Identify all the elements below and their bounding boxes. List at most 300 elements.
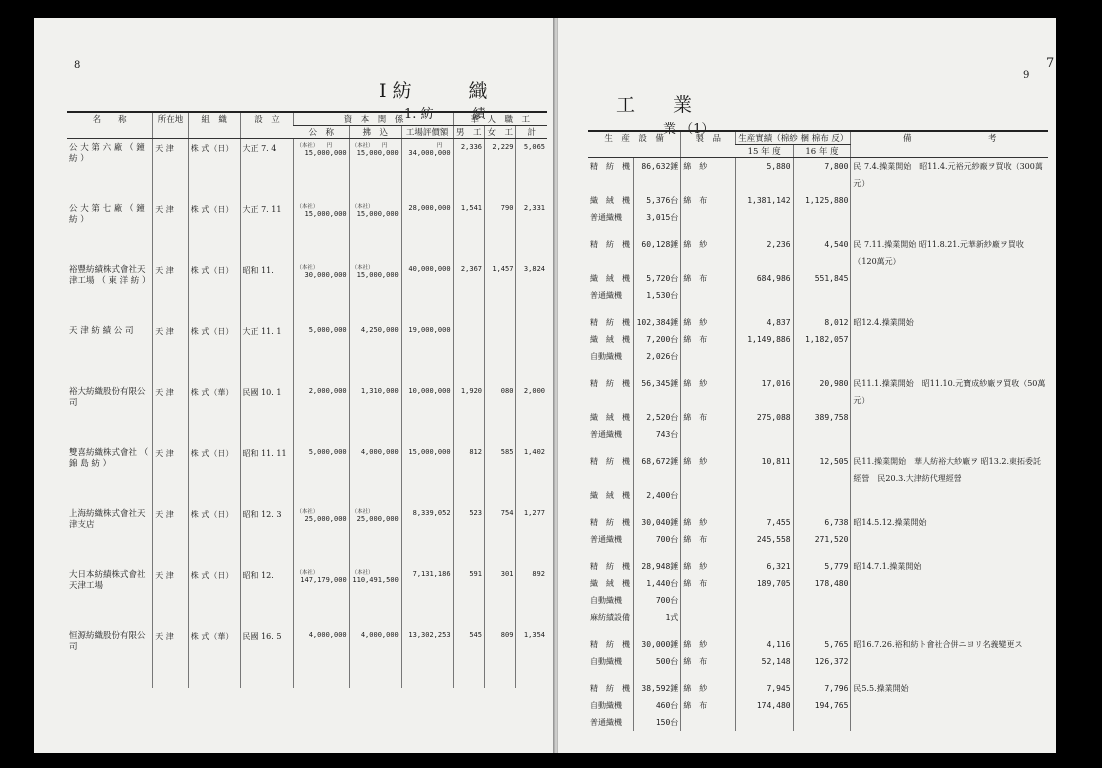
female-workers-value: 080 [500, 386, 514, 395]
group-spacer [588, 504, 1048, 514]
total-workers [516, 383, 547, 444]
spacer-cell [681, 626, 736, 636]
equipment-name: 織 絨 機 [590, 274, 630, 283]
established-value: 大正 7. 4 [242, 144, 277, 153]
table-row [588, 636, 1048, 653]
output-year15 [736, 209, 793, 226]
male-workers [453, 627, 484, 688]
section-title-left: I 紡 織 [379, 80, 488, 102]
location [153, 505, 189, 566]
capital-paid-value: 110,491,500 [352, 575, 399, 584]
output-year15: 5,880 [736, 158, 793, 193]
remark: 昭12.4.操業開始 [851, 314, 1048, 331]
note-label: （本社） 円 [351, 143, 388, 149]
factory-value [401, 627, 453, 688]
female-workers [485, 261, 516, 322]
note-label: （本社） [296, 264, 319, 271]
established-value: 民國 10. 1 [242, 387, 282, 397]
remark [851, 331, 1048, 348]
factory-value [401, 444, 453, 505]
male-workers [453, 566, 484, 627]
remark: 昭14.7.1.操業開始 [851, 558, 1048, 575]
equipment-name: 麻紡績設備 [590, 613, 630, 622]
established [240, 627, 294, 688]
remark [851, 609, 1048, 626]
table-row [67, 322, 547, 383]
table-row [67, 383, 547, 444]
female-workers-value: 809 [500, 630, 514, 639]
spacer-cell [793, 304, 851, 314]
equipment-name: 普通織機 [590, 213, 622, 222]
established-value: 大正 11. 1 [242, 326, 282, 336]
capital-paid [349, 322, 401, 383]
group-spacer [588, 548, 1048, 558]
female-workers [485, 505, 516, 566]
organization [188, 505, 240, 566]
production-table [588, 130, 1048, 731]
group-spacer [588, 670, 1048, 680]
page-number-right: 9 [1023, 70, 1030, 81]
location [153, 322, 189, 383]
table-row [67, 566, 547, 627]
male-workers [453, 444, 484, 505]
equipment-name: 織 絨 機 [590, 335, 630, 344]
established-value: 昭和 11. [242, 265, 274, 275]
equipment-quantity: 460台 [633, 697, 681, 714]
col-remarks: 備 考 [851, 131, 1048, 158]
spacer-cell [681, 304, 736, 314]
product [681, 609, 736, 626]
output-year16: 8,012 [793, 314, 851, 331]
output-year15: 17,016 [736, 375, 793, 409]
organization [188, 383, 240, 444]
section-title-right: 工 業 [616, 94, 693, 116]
output-year15: 4,837 [736, 314, 793, 331]
spacer-cell [736, 504, 793, 514]
col-factory-value: 工場評價額 [401, 126, 453, 139]
spacer-cell [681, 443, 736, 453]
output-year16: 4,540 [793, 236, 851, 270]
output-year15 [736, 348, 793, 365]
group-spacer [588, 304, 1048, 314]
total-workers-value: 5,065 [523, 143, 545, 151]
table-row [588, 714, 1048, 731]
spacer-cell [851, 626, 1048, 636]
table-row [67, 200, 547, 261]
capital-authorized-value: 5,000,000 [308, 325, 347, 334]
organization [188, 139, 240, 200]
capital-paid-value: 4,000,000 [360, 447, 399, 456]
equipment-name: 普通織機 [590, 535, 622, 544]
female-workers [485, 444, 516, 505]
female-workers [485, 566, 516, 627]
col-male: 男 工 [453, 126, 484, 139]
male-workers-value: 1,541 [460, 203, 482, 212]
total-workers-value: 1,277 [523, 508, 545, 517]
established [240, 322, 294, 383]
capital-authorized [294, 383, 349, 444]
equipment-quantity: 5,376台 [633, 192, 681, 209]
factory-value [401, 139, 453, 200]
equipment-quantity: 1式 [633, 609, 681, 626]
factory-value [401, 322, 453, 383]
spacer-cell [588, 365, 633, 375]
spacer-cell [793, 226, 851, 236]
product: 綿 紗 [681, 680, 736, 697]
spacer-cell [736, 304, 793, 314]
established [240, 566, 294, 627]
organization-value: 株 式（日） [190, 509, 234, 519]
spacer-cell [633, 304, 681, 314]
total-workers [516, 444, 547, 505]
equipment-name: 自動織機 [590, 352, 622, 361]
male-workers-value: 591 [469, 569, 482, 578]
note-label: （本社） [351, 569, 374, 576]
organization [188, 261, 240, 322]
factory-value [401, 383, 453, 444]
output-year15 [736, 487, 793, 504]
capital-paid-value: 4,000,000 [360, 630, 399, 639]
output-year16: 126,372 [793, 653, 851, 670]
factory-value [401, 566, 453, 627]
table-row [588, 609, 1048, 626]
table-row [588, 287, 1048, 304]
spacer-cell [681, 226, 736, 236]
male-workers-value: 1,920 [460, 386, 482, 395]
output-year16: 551,845 [793, 270, 851, 287]
col-workers-group: 華 人 職 工 [453, 112, 547, 126]
right-page [558, 18, 1056, 753]
table-row [588, 558, 1048, 575]
organization-value: 株 式（華） [190, 631, 234, 641]
equipment-quantity: 38,592錘 [633, 680, 681, 697]
spacer-cell [588, 548, 633, 558]
col-female: 女 工 [485, 126, 516, 139]
capital-authorized-value: 147,179,000 [300, 575, 347, 584]
capital-paid [349, 200, 401, 261]
output-year15: 10,811 [736, 453, 793, 487]
note-label: （本社） 円 [296, 143, 333, 149]
equipment-name: 普通織機 [590, 718, 622, 727]
company-name-value: 公 大 第 六 廠 （ 鐘 紡 ） [69, 143, 145, 164]
equipment-quantity: 60,128錘 [633, 236, 681, 270]
organization-value: 株 式（日） [190, 326, 234, 336]
remark [851, 287, 1048, 304]
table-row [588, 375, 1048, 409]
product: 綿 布 [681, 331, 736, 348]
spacer-cell [681, 504, 736, 514]
equipment-quantity: 56,345錘 [633, 375, 681, 409]
capital-paid [349, 383, 401, 444]
table-row [588, 192, 1048, 209]
total-workers [516, 139, 547, 200]
male-workers [453, 383, 484, 444]
organization-value: 株 式（日） [190, 570, 234, 580]
factory-value-value: 13,302,253 [408, 630, 451, 639]
product: 綿 紗 [681, 375, 736, 409]
location-value: 天 津 [155, 144, 174, 153]
spacer-cell [681, 670, 736, 680]
location [153, 261, 189, 322]
location [153, 444, 189, 505]
total-workers-value: 892 [532, 569, 545, 578]
spacer-cell [851, 670, 1048, 680]
spacer-cell [633, 226, 681, 236]
spacer-cell [851, 548, 1048, 558]
output-year15: 684,986 [736, 270, 793, 287]
location-value: 天 津 [155, 631, 174, 641]
remark [851, 270, 1048, 287]
organization-value: 株 式（日） [190, 144, 234, 153]
output-year15: 189,705 [736, 575, 793, 592]
location [153, 627, 189, 688]
capital-authorized [294, 139, 349, 200]
total-workers-value: 1,354 [523, 630, 545, 639]
factory-value-value: 28,000,000 [408, 203, 451, 212]
remark: 民5.5.操業開始 [851, 680, 1048, 697]
remark [851, 192, 1048, 209]
output-year16 [793, 714, 851, 731]
output-year16: 5,779 [793, 558, 851, 575]
table-row [67, 444, 547, 505]
note-label: （本社） [351, 264, 374, 271]
output-year15 [736, 426, 793, 443]
capital-authorized-value: 15,000,000 [304, 209, 347, 218]
equipment-name: 精 紡 機 [590, 240, 630, 249]
equipment-name: 織 絨 機 [590, 491, 630, 500]
company-name [67, 444, 153, 505]
group-spacer [588, 365, 1048, 375]
remark: 昭16.7.26.裕和紡ト會社合併ニヨリ名義變更ス [851, 636, 1048, 653]
factory-value [401, 200, 453, 261]
table-row [588, 453, 1048, 487]
male-workers [453, 200, 484, 261]
established-value: 民國 16. 5 [242, 631, 282, 641]
col-year16: 16 年 度 [793, 145, 851, 158]
spacer-cell [736, 443, 793, 453]
spacer-cell [851, 304, 1048, 314]
company-name [67, 627, 153, 688]
spacer-cell [736, 626, 793, 636]
capital-paid-value: 15,000,000 [356, 209, 399, 218]
male-workers-value: 545 [469, 630, 482, 639]
spacer-cell [736, 670, 793, 680]
equipment-quantity: 500台 [633, 653, 681, 670]
capital-paid [349, 444, 401, 505]
spacer-cell [736, 548, 793, 558]
table-row [67, 627, 547, 688]
capital-paid [349, 505, 401, 566]
product: 綿 紗 [681, 636, 736, 653]
product: 綿 紗 [681, 558, 736, 575]
note-label: （本社） [296, 203, 319, 210]
output-year16 [793, 592, 851, 609]
output-year16: 1,182,057 [793, 331, 851, 348]
capital-paid-value: 15,000,000 [356, 270, 399, 279]
factory-value-value: 15,000,000 [408, 447, 451, 456]
equipment-name: 自動織機 [590, 596, 622, 605]
female-workers [485, 139, 516, 200]
table-row [588, 487, 1048, 504]
capital-authorized-value: 5,000,000 [308, 447, 347, 456]
output-year15: 174,480 [736, 697, 793, 714]
equipment-name: 精 紡 機 [590, 379, 630, 388]
total-workers-value: 3,824 [523, 264, 545, 273]
col-total: 計 [516, 126, 547, 139]
equipment-quantity: 28,948錘 [633, 558, 681, 575]
capital-paid [349, 627, 401, 688]
capital-authorized-value: 4,000,000 [308, 630, 347, 639]
col-year15: 15 年 度 [736, 145, 793, 158]
table-row [588, 514, 1048, 531]
equipment-name: 自動織機 [590, 657, 622, 666]
equipment-name: 精 紡 機 [590, 562, 630, 571]
company-name [67, 383, 153, 444]
subsection-title: 1. 紡 績 [404, 107, 486, 122]
equipment-name: 精 紡 機 [590, 684, 630, 693]
output-year16: 20,980 [793, 375, 851, 409]
spacer-cell [793, 548, 851, 558]
established-value: 昭和 11. 11 [242, 448, 287, 458]
note-label: （本社） [296, 508, 319, 515]
company-name [67, 322, 153, 383]
capital-authorized [294, 505, 349, 566]
output-year16: 7,796 [793, 680, 851, 697]
male-workers-value: 2,367 [460, 264, 482, 273]
output-year15: 7,455 [736, 514, 793, 531]
product: 綿 布 [681, 697, 736, 714]
company-name-value: 裕豐紡績株式會社天津工場 （ 東 洋 紡 ） [69, 264, 151, 286]
remark [851, 409, 1048, 426]
location [153, 200, 189, 261]
location [153, 139, 189, 200]
equipment-name: 織 絨 機 [590, 196, 630, 205]
table-row [588, 314, 1048, 331]
note-label: （本社） [296, 569, 319, 576]
product [681, 426, 736, 443]
location-value: 天 津 [155, 570, 174, 580]
remark [851, 209, 1048, 226]
male-workers [453, 139, 484, 200]
equipment-quantity: 743台 [633, 426, 681, 443]
capital-paid [349, 261, 401, 322]
company-name [67, 200, 153, 261]
male-workers-value: 523 [469, 508, 482, 517]
female-workers [485, 627, 516, 688]
spacer-cell [588, 504, 633, 514]
table-row [588, 348, 1048, 365]
product [681, 348, 736, 365]
remark: 民11.操業開始 華人紡裕大紗廠ヲ 昭13.2.東拓委託經營 民20.3.大津紡代理經營 [851, 453, 1048, 487]
spacer-cell [793, 443, 851, 453]
product: 綿 紗 [681, 514, 736, 531]
remark: 民11.1.操業開始 昭11.10.元寶成紗廠ヲ買收（50萬元） [851, 375, 1048, 409]
location-value: 天 津 [155, 448, 174, 458]
table-row [588, 697, 1048, 714]
subtitle-right: 業 （1） [663, 122, 715, 137]
capital-authorized [294, 322, 349, 383]
output-year16 [793, 609, 851, 626]
table-row [588, 680, 1048, 697]
group-spacer [588, 226, 1048, 236]
capital-paid-value: 1,310,000 [360, 386, 399, 395]
capital-authorized-value: 15,000,000 [304, 149, 347, 157]
factory-value-value: 34,000,000 [408, 149, 451, 157]
equipment-name: 織 絨 機 [590, 413, 630, 422]
equipment-name: 精 紡 機 [590, 162, 630, 171]
product [681, 487, 736, 504]
output-year16 [793, 348, 851, 365]
factory-value-value: 7,131,186 [412, 569, 451, 578]
table-row [67, 261, 547, 322]
location-value: 天 津 [155, 204, 174, 214]
capital-authorized [294, 566, 349, 627]
equipment-name: 精 紡 機 [590, 518, 630, 527]
output-year16: 178,480 [793, 575, 851, 592]
factory-value [401, 261, 453, 322]
company-name-value: 大日本紡績株式會社天津工場 [69, 569, 146, 591]
company-name [67, 139, 153, 200]
table-row [588, 158, 1048, 193]
output-year16: 389,758 [793, 409, 851, 426]
capital-authorized-value: 25,000,000 [304, 514, 347, 523]
spacer-cell [851, 504, 1048, 514]
output-year15 [736, 592, 793, 609]
col-capital-paid: 拂 込 [349, 126, 401, 139]
output-year15: 7,945 [736, 680, 793, 697]
remark: 昭14.5.12.操業開始 [851, 514, 1048, 531]
spacer-cell [851, 365, 1048, 375]
output-year16: 271,520 [793, 531, 851, 548]
equipment-name: 織 絨 機 [590, 579, 630, 588]
established [240, 200, 294, 261]
spacer-cell [588, 304, 633, 314]
table-row [588, 236, 1048, 270]
established [240, 505, 294, 566]
established [240, 383, 294, 444]
total-workers [516, 200, 547, 261]
col-location: 所在地 [153, 112, 189, 139]
organization-value: 株 式（日） [190, 448, 234, 458]
company-name-value: 天 津 紡 績 公 司 [69, 325, 134, 336]
equipment-name: 精 紡 機 [590, 318, 630, 327]
organization-value: 株 式（日） [190, 204, 234, 214]
equipment-name: 精 紡 機 [590, 640, 630, 649]
col-capital-authorized: 公 称 [294, 126, 349, 139]
capital-authorized-value: 2,000,000 [308, 386, 347, 395]
output-year15 [736, 287, 793, 304]
remark [851, 714, 1048, 731]
remark [851, 426, 1048, 443]
company-name-value: 上海紡織株式會社天津支店 [69, 508, 146, 530]
company-name [67, 505, 153, 566]
output-year15: 6,321 [736, 558, 793, 575]
remark [851, 487, 1048, 504]
female-workers [485, 322, 516, 383]
equipment-name: 自動織機 [590, 701, 622, 710]
equipment-quantity: 102,384錘 [633, 314, 681, 331]
company-name-value: 公 大 第 七 廠 （ 鐘 紡 ） [69, 203, 145, 225]
capital-paid [349, 566, 401, 627]
location [153, 383, 189, 444]
output-year15: 2,236 [736, 236, 793, 270]
equipment-quantity: 2,026台 [633, 348, 681, 365]
remark [851, 531, 1048, 548]
table-row [67, 505, 547, 566]
location-value: 天 津 [155, 326, 174, 336]
table-row [67, 139, 547, 200]
equipment-name: 精 紡 機 [590, 457, 630, 466]
